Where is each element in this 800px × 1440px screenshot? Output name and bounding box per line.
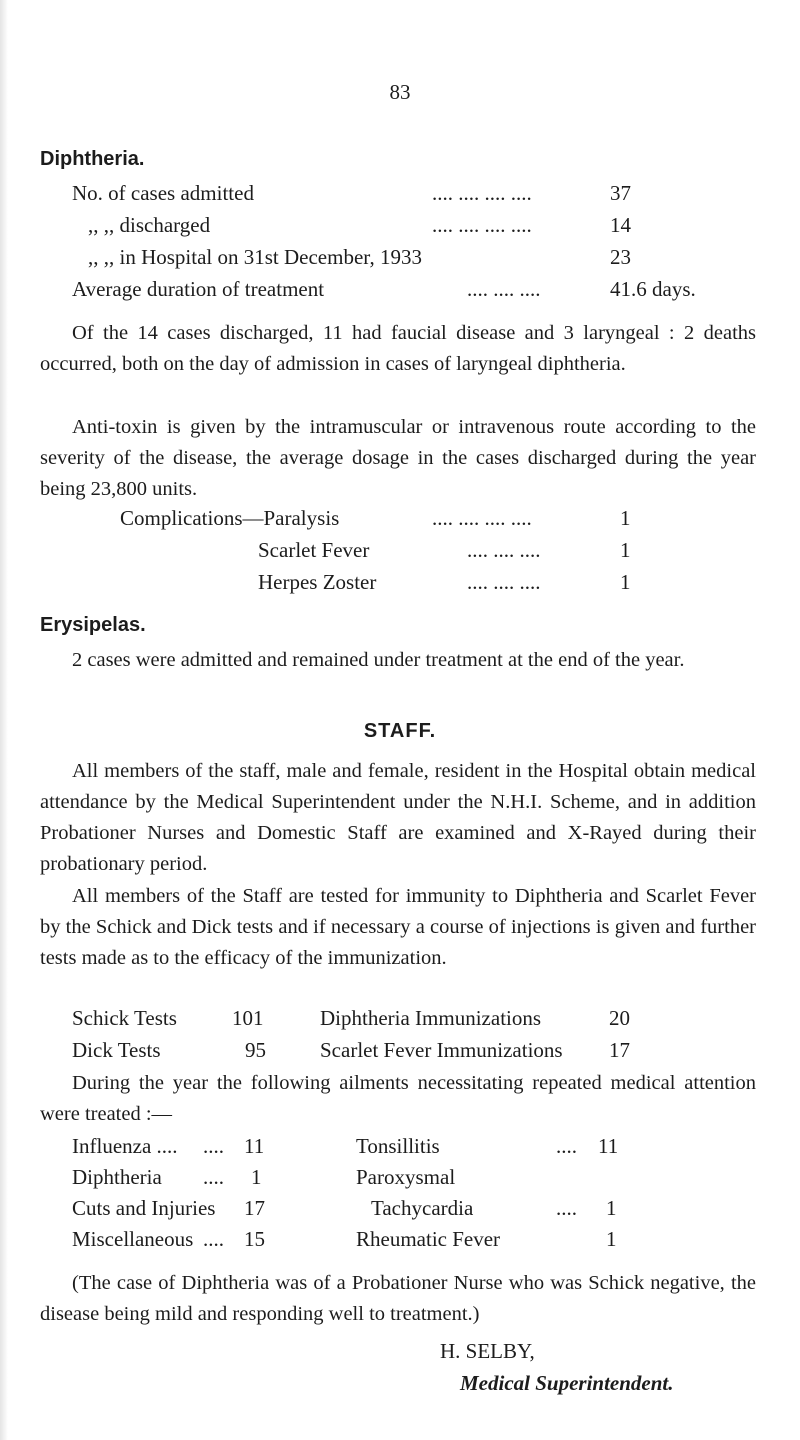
ailment-paroxysmal-label: Paroxysmal	[356, 1165, 456, 1189]
complication-herpes-zoster-dots: .... .... ....	[467, 570, 541, 594]
schick-tests-value: 101	[232, 1006, 264, 1030]
diphtheria-discharge-paragraph: Of the 14 cases discharged, 11 had faucial disease and 3 laryngeal : 2 deaths occurred, both on the day of admission in cases of laryngeal diphtheria.	[40, 322, 756, 375]
ailment-cuts-injuries-value: 17	[244, 1196, 265, 1220]
staff-heading: STAFF.	[363, 720, 437, 742]
staff-medical-paragraph: All members of the staff, male and female, resident in the Hospital obtain medical attendance by the Medical Superintendent under the N.H.I. Scheme, and in addition Probationer Nurses and Domestic Staff are examined and X-Rayed during their probationary period.	[40, 760, 756, 875]
ailment-diphtheria-value: 1	[251, 1165, 262, 1189]
ailment-diphtheria-label: Diphtheria	[72, 1165, 162, 1189]
ailment-miscellaneous-value: 15	[244, 1227, 265, 1251]
scarlet-fever-immunizations-label: Scarlet Fever Immunizations	[320, 1038, 563, 1062]
ailment-miscellaneous-label: Miscellaneous	[72, 1227, 194, 1251]
diphtheria-immunizations-label: Diphtheria Immunizations	[320, 1006, 542, 1030]
ailment-rheumatic-fever-label: Rheumatic Fever	[356, 1227, 501, 1251]
complication-paralysis-dots: .... .... .... ....	[432, 506, 532, 530]
ailment-influenza-value: 11	[244, 1134, 265, 1158]
ailment-tonsillitis-value: 11	[598, 1134, 619, 1158]
signature-name: H. SELBY,	[440, 1339, 535, 1363]
complication-herpes-zoster-label: Herpes Zoster	[258, 570, 377, 594]
cases-in-hospital-value: 23	[610, 245, 631, 269]
dick-tests-value: 95	[245, 1038, 266, 1062]
diphtheria-case-note: (The case of Diphtheria was of a Probationer Nurse who was Schick negative, the disease being mild and responding well to treatment.)	[40, 1272, 756, 1325]
cases-discharged-dots: .... .... .... ....	[432, 213, 532, 237]
ailment-tonsillitis-dots: ....	[556, 1134, 577, 1158]
complication-paralysis-label: Complications—Paralysis	[120, 506, 340, 530]
dick-tests-label: Dick Tests	[72, 1038, 161, 1062]
average-duration-dots: .... .... ....	[467, 277, 541, 301]
average-duration-value: 41.6 days.	[610, 277, 696, 301]
ailment-tachycardia-dots: ....	[556, 1196, 577, 1220]
scarlet-fever-immunizations-value: 17	[609, 1038, 630, 1062]
ailment-influenza-label: Influenza ....	[72, 1134, 178, 1158]
ailment-tachycardia-value: 1	[606, 1196, 617, 1220]
complication-scarlet-fever-value: 1	[620, 538, 631, 562]
erysipelas-paragraph: 2 cases were admitted and remained under treatment at the end of the year.	[72, 649, 685, 671]
diphtheria-heading: Diphtheria.	[40, 148, 145, 170]
ailment-tachycardia-label: Tachycardia	[371, 1196, 474, 1220]
diphtheria-immunizations-value: 20	[609, 1006, 630, 1030]
ailments-intro-paragraph: During the year the following ailments necessitating repeated medical attention were treated :—	[40, 1072, 756, 1125]
ailment-miscellaneous-dots: ....	[203, 1227, 224, 1251]
ailment-diphtheria-dots: ....	[203, 1165, 224, 1189]
ailment-influenza-dots: ....	[203, 1134, 224, 1158]
cases-admitted-value: 37	[610, 181, 631, 205]
antitoxin-paragraph: Anti-toxin is given by the intramuscular or intravenous route according to the severity of the disease, the average dosage in the cases discharged during the year being 23,800 units.	[40, 416, 756, 500]
average-duration-label: Average duration of treatment	[72, 277, 325, 301]
complication-paralysis-value: 1	[620, 506, 631, 530]
cases-discharged-value: 14	[610, 213, 631, 237]
cases-admitted-label: No. of cases admitted	[72, 181, 254, 205]
ailment-tonsillitis-label: Tonsillitis	[356, 1134, 440, 1158]
cases-discharged-label: ,, ,, discharged	[88, 213, 211, 237]
complication-scarlet-fever-label: Scarlet Fever	[258, 538, 370, 562]
signature-title: Medical Superintendent.	[460, 1371, 674, 1395]
complication-herpes-zoster-value: 1	[620, 570, 631, 594]
schick-tests-label: Schick Tests	[72, 1006, 177, 1030]
complication-scarlet-fever-dots: .... .... ....	[467, 538, 541, 562]
page-number: 83	[389, 80, 411, 104]
cases-admitted-dots: .... .... .... ....	[432, 181, 532, 205]
ailment-rheumatic-fever-value: 1	[606, 1227, 617, 1251]
ailment-cuts-injuries-label: Cuts and Injuries	[72, 1196, 216, 1220]
cases-in-hospital-label: ,, ,, in Hospital on 31st December, 1933	[88, 245, 422, 269]
erysipelas-heading: Erysipelas.	[40, 614, 146, 636]
staff-immunity-paragraph: All members of the Staff are tested for immunity to Diphtheria and Scarlet Fever by the Schick and Dick tests and if necessary a course of injections is given and further tests made as to the efficacy of the immunization.	[40, 885, 756, 969]
